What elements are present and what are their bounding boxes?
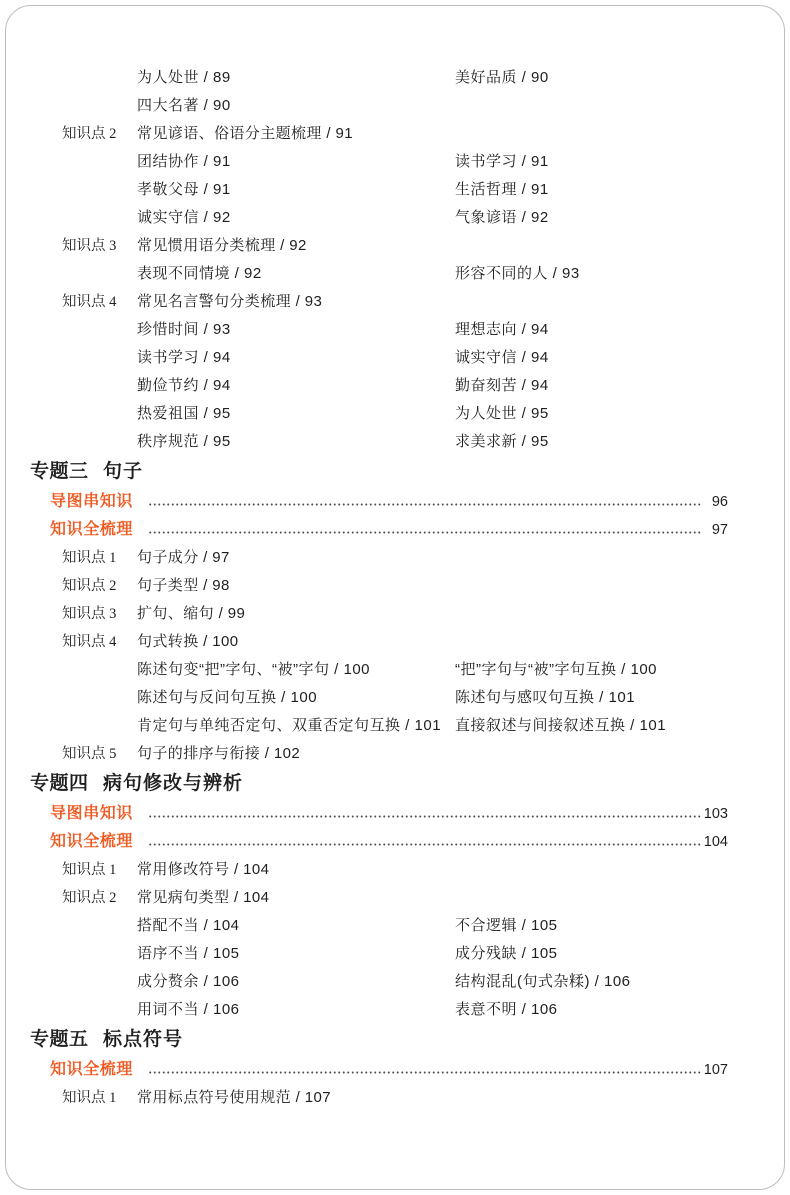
subitem: 生活哲理 / 91 xyxy=(455,181,549,198)
toc-entry-label: 知识全梳理 xyxy=(50,1061,134,1078)
knowledge-point-label: 知识点 2 xyxy=(62,578,117,594)
toc-entry-label: 导图串知识 xyxy=(50,805,134,822)
subitem: 成分残缺 / 105 xyxy=(455,945,558,962)
toc-entry-page: 107 xyxy=(703,1062,728,1078)
subitem: 热爱祖国 / 95 xyxy=(137,405,231,422)
knowledge-point-title: 常用标点符号使用规范 / 107 xyxy=(137,1089,331,1106)
toc-entry-page: 104 xyxy=(703,834,728,850)
subitem: 气象谚语 / 92 xyxy=(455,209,549,226)
subitem-row xyxy=(0,92,790,120)
knowledge-point-title: 常见惯用语分类梳理 / 92 xyxy=(137,237,307,254)
subitem-row xyxy=(0,400,790,428)
knowledge-point-row xyxy=(0,1084,790,1112)
subitem-row xyxy=(0,260,790,288)
dot-leader xyxy=(148,815,701,818)
knowledge-point-title: 句子类型 / 98 xyxy=(137,577,230,594)
knowledge-point-row xyxy=(0,288,790,316)
subitem: 美好品质 / 90 xyxy=(455,69,549,86)
topic-number: 专题五 xyxy=(30,1029,89,1050)
dot-leader xyxy=(148,843,701,846)
subitem-row xyxy=(0,940,790,968)
subitem-row xyxy=(0,344,790,372)
subitem: 形容不同的人 / 93 xyxy=(455,265,580,282)
subitem: 不合逻辑 / 105 xyxy=(455,917,558,934)
subitem: 搭配不当 / 104 xyxy=(137,917,240,934)
subitem: 表现不同情境 / 92 xyxy=(137,265,262,282)
subitem: 陈述句变“把”字句、“被”字句 / 100 xyxy=(137,661,371,678)
subitem: 直接叙述与间接叙述互换 / 101 xyxy=(455,717,667,734)
toc-entry-row xyxy=(0,488,790,516)
subitem-row xyxy=(0,148,790,176)
knowledge-point-title: 常见病句类型 / 104 xyxy=(137,889,270,906)
subitem-row xyxy=(0,996,790,1024)
knowledge-point-label: 知识点 5 xyxy=(62,746,117,762)
subitem: 勤俭节约 / 94 xyxy=(137,377,231,394)
subitem-row xyxy=(0,204,790,232)
topic-title: 句子 xyxy=(103,461,144,482)
knowledge-point-label: 知识点 4 xyxy=(62,634,117,650)
knowledge-point-title: 扩句、缩句 / 99 xyxy=(137,605,246,622)
knowledge-point-title: 常见谚语、俗语分主题梳理 / 91 xyxy=(137,125,353,142)
topic-heading xyxy=(0,1024,790,1056)
toc-entry-label: 导图串知识 xyxy=(50,493,134,510)
subitem-row xyxy=(0,684,790,712)
subitem: 为人处世 / 89 xyxy=(137,69,231,86)
knowledge-point-row xyxy=(0,120,790,148)
knowledge-point-title: 句式转换 / 100 xyxy=(137,633,239,650)
toc-entry-label: 知识全梳理 xyxy=(50,521,134,538)
topic-heading xyxy=(0,456,790,488)
topic-title: 标点符号 xyxy=(103,1029,184,1050)
subitem: 陈述句与感叹句互换 / 101 xyxy=(455,689,636,706)
subitem: 为人处世 / 95 xyxy=(455,405,549,422)
topic-title: 病句修改与辨析 xyxy=(103,773,244,794)
knowledge-point-label: 知识点 3 xyxy=(62,606,117,622)
subitem-row xyxy=(0,316,790,344)
subitem: 用词不当 / 106 xyxy=(137,1001,240,1018)
subitem: 结构混乱(句式杂糅) / 106 xyxy=(455,973,631,990)
toc-entry-page: 97 xyxy=(711,522,728,538)
subitem: 珍惜时间 / 93 xyxy=(137,321,231,338)
subitem: 读书学习 / 94 xyxy=(137,349,231,366)
knowledge-point-label: 知识点 4 xyxy=(62,294,117,310)
subitem: 读书学习 / 91 xyxy=(455,153,549,170)
table-of-contents xyxy=(0,64,790,1112)
knowledge-point-label: 知识点 1 xyxy=(62,1090,117,1106)
subitem-row xyxy=(0,656,790,684)
subitem: 孝敬父母 / 91 xyxy=(137,181,231,198)
knowledge-point-label: 知识点 3 xyxy=(62,238,117,254)
subitem: 陈述句与反问句互换 / 100 xyxy=(137,689,318,706)
knowledge-point-title: 常见名言警句分类梳理 / 93 xyxy=(137,293,323,310)
knowledge-point-title: 句子的排序与衔接 / 102 xyxy=(137,745,301,762)
toc-entry-row xyxy=(0,516,790,544)
subitem: “把”字句与“被”字句互换 / 100 xyxy=(455,661,658,678)
subitem: 语序不当 / 105 xyxy=(137,945,240,962)
subitem: 表意不明 / 106 xyxy=(455,1001,558,1018)
toc-entry-page: 103 xyxy=(703,806,728,822)
topic-number: 专题三 xyxy=(30,461,89,482)
toc-entry-label: 知识全梳理 xyxy=(50,833,134,850)
subitem-row xyxy=(0,968,790,996)
knowledge-point-row xyxy=(0,856,790,884)
subitem-row xyxy=(0,64,790,92)
knowledge-point-row xyxy=(0,884,790,912)
subitem: 团结协作 / 91 xyxy=(137,153,231,170)
subitem: 肯定句与单纯否定句、双重否定句互换 / 101 xyxy=(137,717,442,734)
subitem-row xyxy=(0,912,790,940)
knowledge-point-row xyxy=(0,740,790,768)
knowledge-point-row xyxy=(0,628,790,656)
knowledge-point-label: 知识点 1 xyxy=(62,550,117,566)
knowledge-point-title: 句子成分 / 97 xyxy=(137,549,230,566)
knowledge-point-label: 知识点 2 xyxy=(62,126,117,142)
knowledge-point-row xyxy=(0,232,790,260)
subitem: 求美求新 / 95 xyxy=(455,433,549,450)
subitem: 四大名著 / 90 xyxy=(137,97,231,114)
subitem: 理想志向 / 94 xyxy=(455,321,549,338)
subitem-row xyxy=(0,712,790,740)
topic-number: 专题四 xyxy=(30,773,89,794)
knowledge-point-row xyxy=(0,572,790,600)
subitem: 秩序规范 / 95 xyxy=(137,433,231,450)
subitem-row xyxy=(0,372,790,400)
toc-entry-row xyxy=(0,828,790,856)
knowledge-point-row xyxy=(0,600,790,628)
dot-leader xyxy=(148,1071,701,1074)
toc-entry-row xyxy=(0,1056,790,1084)
toc-entry-page: 96 xyxy=(711,494,728,510)
subitem: 诚实守信 / 92 xyxy=(137,209,231,226)
dot-leader xyxy=(148,531,701,534)
subitem: 勤奋刻苦 / 94 xyxy=(455,377,549,394)
subitem: 成分赘余 / 106 xyxy=(137,973,240,990)
knowledge-point-label: 知识点 2 xyxy=(62,890,117,906)
subitem-row xyxy=(0,176,790,204)
subitem-row xyxy=(0,428,790,456)
dot-leader xyxy=(148,503,701,506)
toc-entry-row xyxy=(0,800,790,828)
subitem: 诚实守信 / 94 xyxy=(455,349,549,366)
knowledge-point-title: 常用修改符号 / 104 xyxy=(137,861,270,878)
knowledge-point-label: 知识点 1 xyxy=(62,862,117,878)
topic-heading xyxy=(0,768,790,800)
knowledge-point-row xyxy=(0,544,790,572)
